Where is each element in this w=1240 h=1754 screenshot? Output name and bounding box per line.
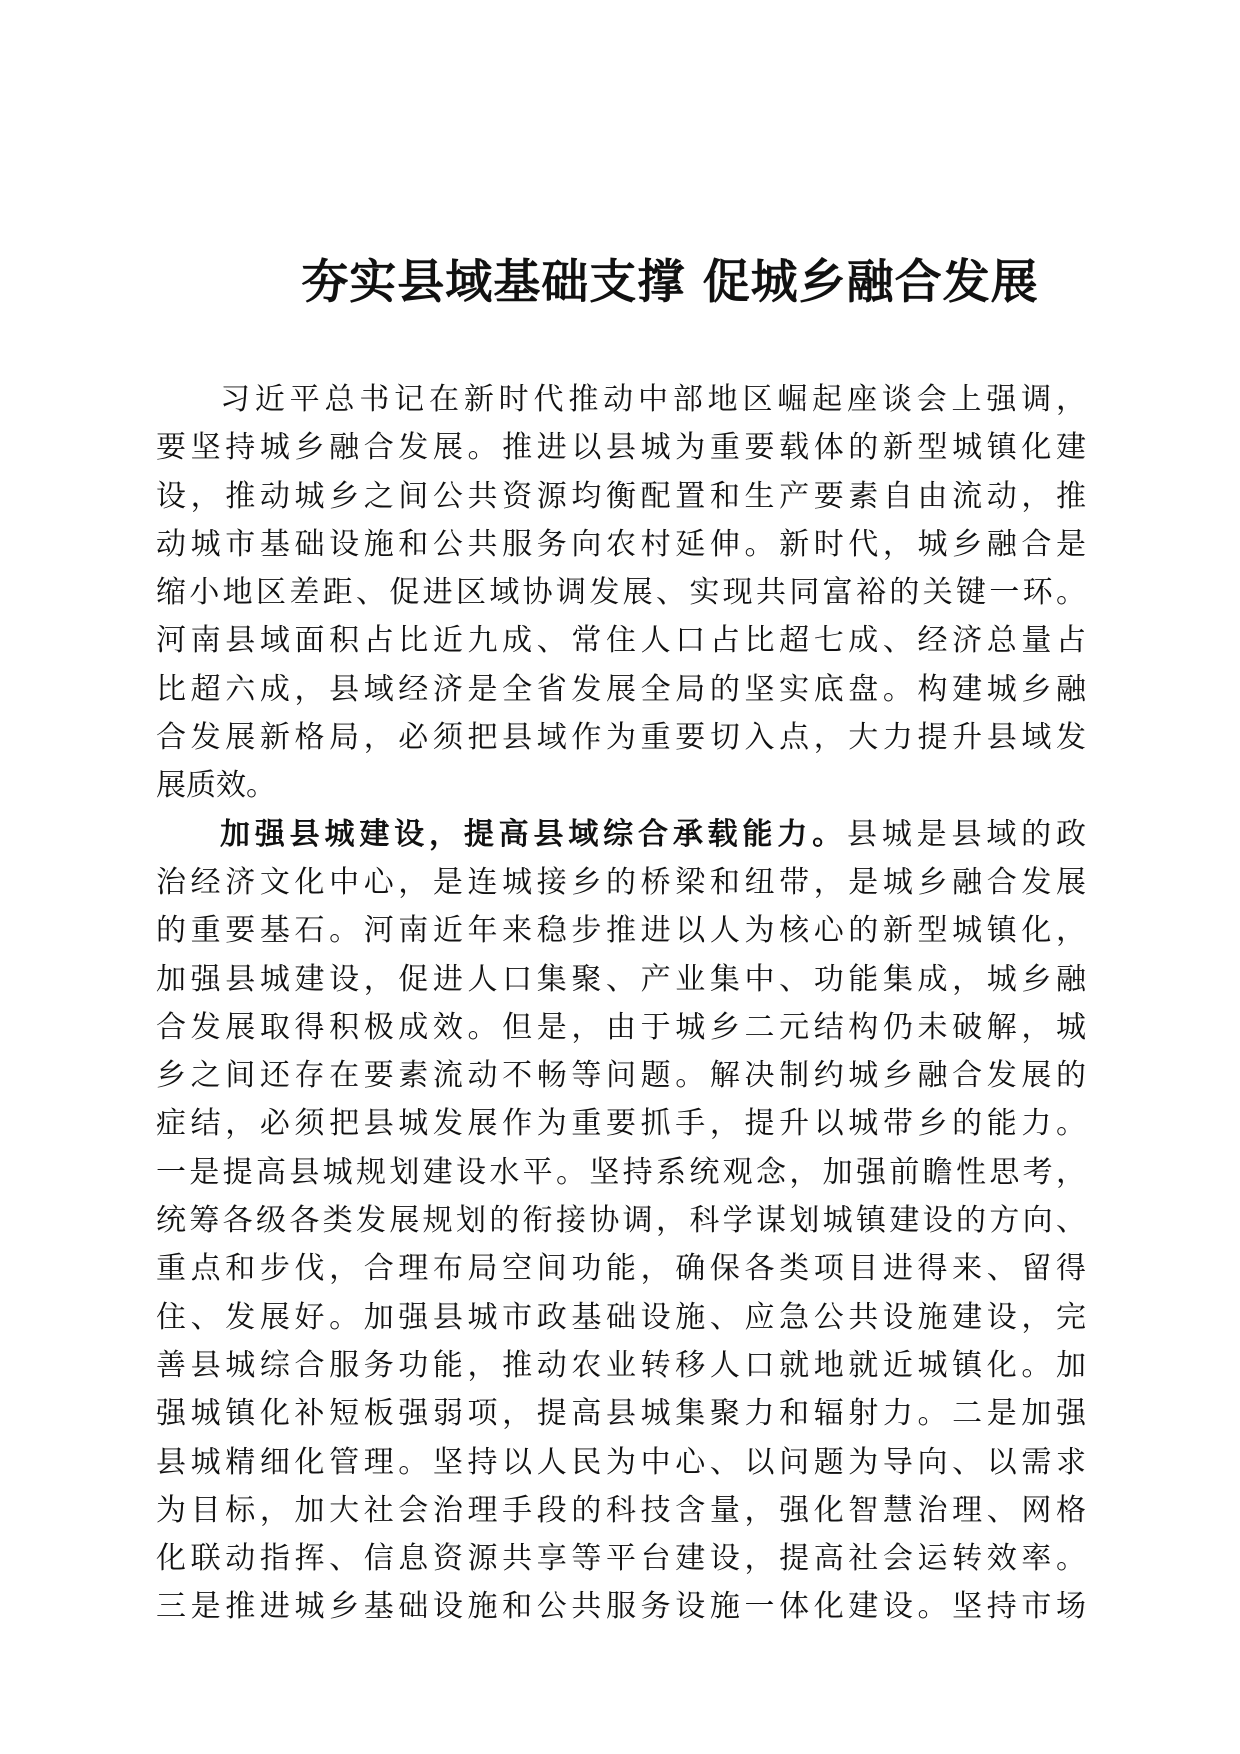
- text-line: 要坚持城乡融合发展。推进以县城为重要载体的新型城镇化建: [156, 430, 1086, 466]
- article-body: [156, 376, 1086, 1632]
- text-line: 缩小地区差距、促进区域协调发展、实现共同富裕的关键一环。: [156, 575, 1086, 611]
- text-line: 重点和步伐，合理布局空间功能，确保各类项目进得来、留得: [156, 1251, 1086, 1287]
- text-line: 三是推进城乡基础设施和公共服务设施一体化建设。坚持市场: [156, 1589, 1086, 1625]
- text-line: 乡之间还存在要素流动不畅等问题。解决制约城乡融合发展的: [156, 1058, 1086, 1094]
- text-line: 加强县城建设，促进人口集聚、产业集中、功能集成，城乡融: [156, 961, 1086, 997]
- text-line: 动城市基础设施和公共服务向农村延伸。新时代，城乡融合是: [156, 526, 1086, 562]
- paragraph-county-construction: [156, 811, 1086, 1632]
- text-line: 住、发展好。加强县城市政基础设施、应急公共设施建设，完: [156, 1299, 1086, 1335]
- text-line: 化联动指挥、信息资源共享等平台建设，提高社会运转效率。: [156, 1541, 1086, 1577]
- text-line: 治经济文化中心，是连城接乡的桥梁和纽带，是城乡融合发展: [156, 864, 1086, 900]
- text-line: 比超六成，县域经济是全省发展全局的坚实底盘。构建城乡融: [156, 671, 1086, 707]
- text-line: 河南县域面积占比近九成、常住人口占比超七成、经济总量占: [156, 623, 1086, 659]
- text-line: 一是提高县城规划建设水平。坚持系统观念，加强前瞻性思考，: [156, 1154, 1086, 1190]
- text-line: 统筹各级各类发展规划的衔接协调，科学谋划城镇建设的方向、: [156, 1203, 1086, 1239]
- paragraph-intro: [156, 376, 1086, 811]
- text-line: 设，推动城乡之间公共资源均衡配置和生产要素自由流动，推: [156, 478, 1086, 514]
- text-line: 症结，必须把县城发展作为重要抓手，提升以城带乡的能力。: [156, 1106, 1086, 1142]
- text-line: 强城镇化补短板强弱项，提高县城集聚力和辐射力。二是加强: [156, 1396, 1086, 1432]
- text-line: 展质效。: [156, 768, 276, 804]
- document-title: 夯实县域基础支撑 促城乡融合发展: [301, 255, 1039, 310]
- text-line: 县城精细化管理。坚持以人民为中心、以问题为导向、以需求: [156, 1444, 1086, 1480]
- text-line: 习近平总书记在新时代推动中部地区崛起座谈会上强调，: [220, 382, 1086, 417]
- text-line: 为目标，加大社会治理手段的科技含量，强化智慧治理、网格: [156, 1492, 1086, 1528]
- text-line: [156, 811, 1086, 859]
- text-span: 县城是县域的政: [847, 816, 1086, 852]
- text-line: 的重要基石。河南近年来稳步推进以人为核心的新型城镇化，: [156, 913, 1086, 949]
- text-line: 合发展新格局，必须把县域作为重要切入点，大力提升县域发: [156, 720, 1086, 756]
- text-line: 合发展取得积极成效。但是，由于城乡二元结构仍未破解，城: [156, 1009, 1086, 1045]
- section-heading: 加强县城建设，提高县域综合承载能力。: [220, 816, 847, 852]
- text-line: 善县城综合服务功能，推动农业转移人口就地就近城镇化。加: [156, 1347, 1086, 1383]
